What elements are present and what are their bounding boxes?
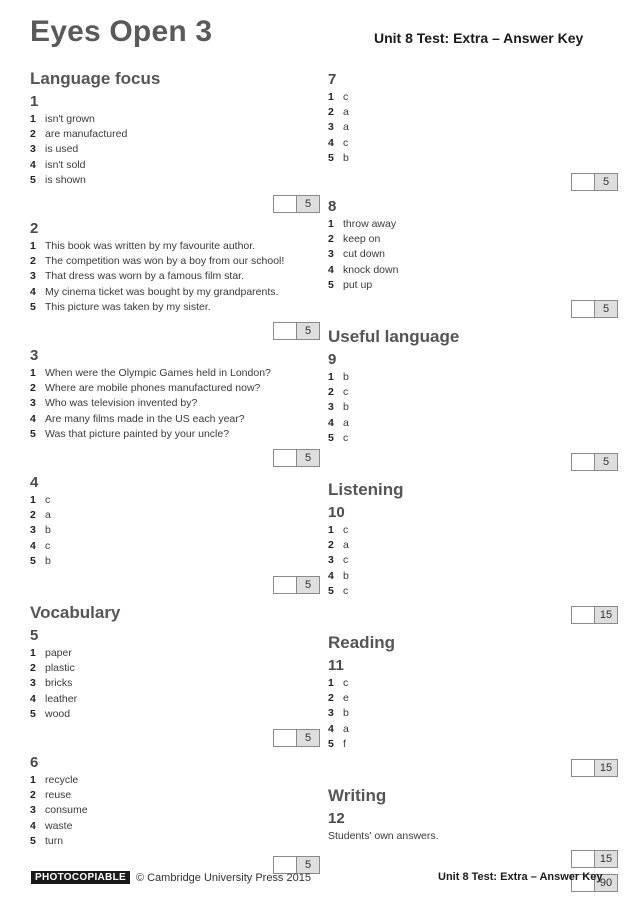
score-blank (572, 851, 594, 867)
score-value: 5 (296, 450, 319, 466)
answer-text: c (343, 584, 349, 597)
answer-number: 5 (328, 584, 334, 597)
answer-item (30, 788, 320, 803)
answer-text: plastic (45, 662, 75, 675)
exercise-number: 9 (328, 351, 337, 369)
answer-text: c (343, 524, 349, 537)
answer-number: 3 (328, 121, 334, 134)
answer-number: 5 (328, 431, 334, 444)
answer-item (30, 676, 320, 691)
answer-item (30, 493, 320, 508)
exercise-11 (328, 656, 618, 777)
answer-number: 2 (30, 789, 36, 802)
answer-item (328, 105, 618, 120)
answer-item (30, 412, 320, 427)
answer-text: When were the Olympic Games held in London? (45, 367, 271, 380)
exercise-10 (328, 503, 618, 624)
answer-item (30, 646, 320, 661)
answer-number: 3 (328, 401, 334, 414)
answer-item (30, 427, 320, 442)
score-row (30, 195, 320, 213)
answer-text: b (343, 151, 349, 164)
exercise-number: 10 (328, 504, 345, 522)
score-row (328, 759, 618, 777)
score-box (273, 322, 320, 340)
answer-number: 5 (30, 300, 36, 313)
score-value: 5 (296, 196, 319, 212)
score-blank (274, 323, 296, 339)
answer-number: 2 (328, 386, 334, 399)
answer-text: knock down (343, 263, 399, 276)
exercise-3 (30, 346, 320, 467)
answer-text: isn't grown (45, 113, 95, 125)
answer-text: consume (45, 804, 88, 817)
answer-text: paper (45, 647, 72, 660)
answer-number: 3 (30, 804, 36, 817)
exercise-1 (30, 92, 320, 213)
answer-item (30, 554, 320, 569)
answer-text: c (45, 539, 51, 552)
answer-text: a (343, 416, 349, 429)
exercise-number: 12 (328, 810, 345, 828)
answer-number: 3 (30, 270, 36, 283)
answer-item (30, 773, 320, 788)
answer-text: is used (45, 143, 79, 156)
answer-text: isn't sold (45, 158, 86, 171)
answer-item (30, 269, 320, 284)
answer-text: b (343, 401, 349, 414)
score-box (571, 453, 618, 471)
answer-text: reuse (45, 789, 72, 802)
answer-text: a (45, 509, 51, 522)
score-box (273, 729, 320, 747)
exercise-9 (328, 350, 618, 471)
answer-number: 1 (328, 524, 334, 537)
answer-text: turn (45, 834, 64, 847)
score-blank (274, 730, 296, 746)
answer-item (30, 707, 320, 722)
answer-number: 4 (30, 412, 36, 425)
answer-number: 2 (328, 106, 334, 119)
score-value: 5 (296, 730, 319, 746)
answer-text: a (343, 539, 349, 552)
answer-item (328, 737, 618, 752)
answer-text: bricks (45, 677, 73, 690)
answer-number: 4 (30, 692, 36, 705)
answer-item (328, 584, 618, 599)
answer-text: Where are mobile phones manufactured now? (45, 382, 261, 395)
answer-number: 3 (30, 677, 36, 690)
answer-number: 4 (30, 819, 36, 832)
answer-item (328, 569, 618, 584)
answer-item (30, 158, 320, 173)
answer-text: Who was television invented by? (45, 397, 198, 410)
answer-item (30, 834, 320, 849)
score-blank (572, 174, 594, 190)
section-title-vocabulary: Vocabulary (30, 603, 121, 623)
answer-text: b (343, 371, 349, 384)
answer-item (30, 692, 320, 707)
answer-text: put up (343, 278, 373, 291)
answer-number: 5 (328, 278, 334, 291)
answer-item (328, 538, 618, 553)
score-value: 5 (296, 323, 319, 339)
score-row (30, 449, 320, 467)
answer-item (328, 523, 618, 538)
answer-text: c (343, 91, 349, 103)
answer-text: c (343, 136, 349, 149)
answer-item (30, 381, 320, 396)
answer-number: 5 (328, 737, 334, 750)
score-box (571, 850, 618, 868)
exercise-number: 2 (30, 220, 39, 238)
answer-item (30, 285, 320, 300)
score-row (328, 850, 618, 868)
exercise-number: 3 (30, 347, 39, 365)
answer-item (328, 676, 618, 691)
score-blank (572, 760, 594, 776)
score-blank (572, 607, 594, 623)
answer-item (328, 553, 618, 568)
answer-item (328, 263, 618, 278)
score-value: 5 (296, 857, 319, 873)
score-blank (572, 454, 594, 470)
section-title-useful-language: Useful language (328, 327, 460, 347)
score-box (273, 449, 320, 467)
answer-text: keep on (343, 233, 381, 246)
answer-item (328, 278, 618, 293)
score-box (273, 576, 320, 594)
answer-item (30, 173, 320, 188)
answer-number: 5 (30, 707, 36, 720)
exercise-8 (328, 197, 618, 318)
answer-text: leather (45, 692, 78, 705)
answer-number: 4 (328, 416, 334, 429)
score-row (30, 729, 320, 747)
footer-left (31, 871, 311, 884)
answer-text: wood (45, 707, 71, 720)
answer-text: waste (45, 819, 73, 832)
answer-item (328, 232, 618, 247)
answer-item (328, 400, 618, 415)
answer-text: c (343, 554, 349, 567)
footer-right: Unit 8 Test: Extra – Answer Key (438, 871, 603, 883)
exercise-number: 11 (328, 657, 344, 675)
answer-text: c (45, 494, 51, 507)
answer-item (30, 539, 320, 554)
answer-item (328, 431, 618, 446)
score-box (571, 759, 618, 777)
answer-text: b (343, 569, 349, 582)
answer-text: Are many films made in the US each year? (45, 412, 245, 425)
page-title: Eyes Open 3 (30, 15, 213, 48)
answer-number: 4 (30, 285, 36, 298)
answer-text: b (343, 707, 349, 720)
section-title-writing: Writing (328, 786, 387, 806)
answer-item (328, 136, 618, 151)
answer-item (30, 254, 320, 269)
score-box (571, 606, 618, 624)
answer-item (328, 120, 618, 135)
exercise-number: 5 (30, 627, 39, 645)
score-row (30, 322, 320, 340)
exercise-number: 7 (328, 71, 337, 88)
score-value: 15 (594, 760, 617, 776)
answer-item (30, 396, 320, 411)
answer-number: 1 (328, 677, 334, 690)
answer-item (328, 247, 618, 262)
answer-text: My cinema ticket was bought by my grandparents. (45, 285, 279, 298)
score-value: 5 (594, 301, 617, 317)
answer-text: a (343, 106, 349, 119)
answer-text: This book was written by my favourite author. (45, 240, 256, 253)
score-blank (274, 196, 296, 212)
answer-number: 2 (30, 662, 36, 675)
answer-item (30, 300, 320, 315)
answer-item (30, 508, 320, 523)
answer-number: 1 (30, 647, 36, 660)
answer-number: 2 (30, 255, 36, 268)
answer-text: c (343, 431, 349, 444)
copyright-text: © Cambridge University Press 2015 (135, 871, 311, 884)
answer-text: Was that picture painted by your uncle? (45, 427, 230, 440)
answer-number: 3 (30, 397, 36, 410)
exercise-2 (30, 219, 320, 340)
score-blank (274, 450, 296, 466)
score-value: 5 (594, 174, 617, 190)
answer-item (328, 217, 618, 232)
right-column (328, 68, 618, 892)
answer-text: e (343, 692, 349, 705)
answer-text: a (343, 722, 349, 735)
exercise-number: 8 (328, 198, 337, 216)
section-title-reading: Reading (328, 633, 396, 653)
answer-number: 5 (328, 151, 334, 164)
answer-number: 1 (30, 113, 36, 125)
answer-number: 3 (328, 248, 334, 261)
score-box (273, 195, 320, 213)
answer-number: 4 (328, 263, 334, 276)
exercise-number: 1 (30, 93, 39, 110)
answer-item (30, 366, 320, 381)
answer-item (30, 819, 320, 834)
answer-text: a (343, 121, 349, 134)
answer-number: 5 (30, 554, 36, 567)
answer-number: 3 (30, 143, 36, 156)
score-row (328, 606, 618, 624)
answer-item (328, 691, 618, 706)
score-row (328, 453, 618, 471)
answer-item (328, 90, 618, 105)
answer-text: f (343, 737, 346, 750)
answer-number: 2 (328, 539, 334, 552)
section-title-language-focus: Language focus (30, 69, 161, 88)
answer-number: 2 (30, 128, 36, 141)
answer-number: 2 (328, 692, 334, 705)
answer-number: 5 (30, 173, 36, 186)
section-title-listening: Listening (328, 480, 404, 500)
answer-item (30, 112, 320, 127)
answer-item (30, 803, 320, 818)
exercise-number: 6 (30, 754, 39, 772)
answer-number: 3 (328, 554, 334, 567)
answer-number: 5 (30, 427, 36, 440)
answer-number: 4 (328, 136, 334, 149)
answer-number: 4 (328, 569, 334, 582)
exercise-number: 4 (30, 474, 39, 492)
answer-item (30, 239, 320, 254)
answer-number: 1 (328, 91, 334, 103)
answer-text: c (343, 386, 349, 399)
answer-item (30, 127, 320, 142)
answer-number: 5 (30, 834, 36, 847)
answer-number: 2 (30, 509, 36, 522)
answer-text: c (343, 677, 349, 690)
answer-text: cut down (343, 248, 386, 261)
score-box (571, 300, 618, 318)
answer-item (30, 661, 320, 676)
exercise-note: Students' own answers. (328, 830, 439, 843)
score-blank (572, 301, 594, 317)
answer-text: This picture was taken by my sister. (45, 300, 211, 313)
answer-number: 1 (30, 367, 36, 380)
answer-item (328, 722, 618, 737)
answer-number: 1 (30, 240, 36, 253)
answer-item (30, 523, 320, 538)
answer-number: 3 (328, 707, 334, 720)
answer-item (328, 706, 618, 721)
answer-text: recycle (45, 774, 79, 787)
left-column (30, 68, 320, 880)
answer-number: 3 (30, 524, 36, 537)
answer-item (328, 151, 618, 166)
score-value: 5 (296, 577, 319, 593)
answer-number: 1 (328, 371, 334, 384)
page-subtitle: Unit 8 Test: Extra – Answer Key (374, 30, 584, 46)
score-value: 5 (594, 454, 617, 470)
answer-text: The competition was won by a boy from our school! (45, 255, 285, 268)
score-row (30, 576, 320, 594)
exercise-6 (30, 753, 320, 874)
answer-number: 2 (328, 233, 334, 246)
score-box (571, 173, 618, 191)
score-value: 15 (594, 851, 617, 867)
exercise-7 (328, 70, 618, 191)
answer-number: 1 (328, 218, 334, 231)
answer-item (328, 416, 618, 431)
photocopiable-badge: PHOTOCOPIABLE (31, 871, 130, 884)
exercise-4 (30, 473, 320, 594)
answer-number: 2 (30, 382, 36, 395)
answer-item (328, 370, 618, 385)
answer-number: 4 (30, 158, 36, 171)
score-row (328, 173, 618, 191)
answer-text: is shown (45, 173, 86, 186)
score-blank (274, 577, 296, 593)
answer-number: 1 (30, 494, 36, 507)
answer-number: 1 (30, 774, 36, 787)
score-value: 15 (594, 607, 617, 623)
answer-number: 4 (30, 539, 36, 552)
exercise-5 (30, 626, 320, 747)
answer-item (30, 142, 320, 157)
score-row (328, 300, 618, 318)
answer-text: are manufactured (45, 128, 128, 141)
answer-text: That dress was worn by a famous film star. (45, 270, 244, 283)
answer-item (328, 385, 618, 400)
answer-text: b (45, 524, 51, 537)
answer-text: throw away (343, 218, 397, 231)
answer-text: b (45, 554, 51, 567)
total-score-value: 90 (594, 875, 617, 891)
answer-number: 4 (328, 722, 334, 735)
